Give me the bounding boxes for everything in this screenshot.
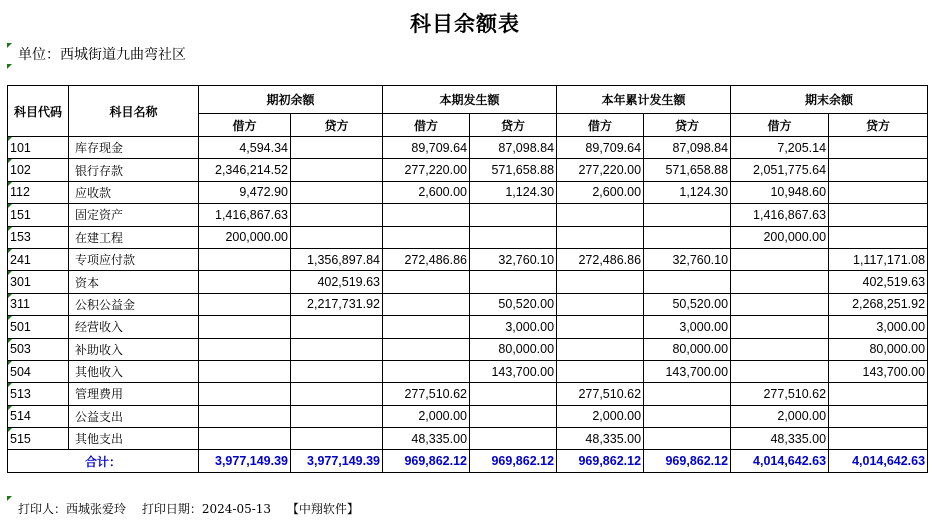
header-debit: 借方 [557, 114, 644, 137]
amount-cell: 89,709.64 [383, 137, 470, 159]
amount-cell [644, 271, 731, 293]
amount-cell [291, 405, 383, 427]
account-code: 311 [8, 293, 69, 315]
amount-cell [829, 405, 928, 427]
amount-cell: 89,709.64 [557, 137, 644, 159]
amount-cell: 48,335.00 [383, 428, 470, 450]
amount-cell [199, 338, 291, 360]
amount-cell [291, 383, 383, 405]
amount-cell [291, 428, 383, 450]
amount-cell: 10,948.60 [731, 181, 829, 203]
amount-cell [731, 360, 829, 382]
account-code: 151 [8, 204, 69, 226]
amount-cell: 1,124.30 [644, 181, 731, 203]
total-cell: 3,977,149.39 [199, 450, 291, 472]
amount-cell: 277,220.00 [557, 159, 644, 181]
amount-cell: 402,519.63 [291, 271, 383, 293]
table-row [8, 316, 928, 338]
total-label: 合计： [8, 450, 199, 472]
amount-cell: 2,600.00 [557, 181, 644, 203]
table-row [8, 226, 928, 248]
amount-cell [731, 338, 829, 360]
account-code: 504 [8, 360, 69, 382]
amount-cell: 272,486.86 [383, 248, 470, 270]
account-code: 112 [8, 181, 69, 203]
amount-cell: 200,000.00 [731, 226, 829, 248]
amount-cell: 2,000.00 [383, 405, 470, 427]
total-cell: 969,862.12 [557, 450, 644, 472]
amount-cell [829, 226, 928, 248]
amount-cell: 143,700.00 [829, 360, 928, 382]
amount-cell: 32,760.10 [644, 248, 731, 270]
account-code: 514 [8, 405, 69, 427]
amount-cell [383, 316, 470, 338]
account-name: 库存现金 [69, 137, 199, 159]
footer-print-date: 打印日期：2024-05-13 [141, 502, 272, 516]
amount-cell: 48,335.00 [557, 428, 644, 450]
table-row [8, 204, 928, 226]
amount-cell [829, 181, 928, 203]
account-code: 241 [8, 248, 69, 270]
amount-cell [383, 360, 470, 382]
table-body [8, 137, 928, 450]
amount-cell [291, 204, 383, 226]
amount-cell: 80,000.00 [470, 338, 557, 360]
amount-cell [199, 293, 291, 315]
amount-cell [199, 405, 291, 427]
total-cell: 3,977,149.39 [291, 450, 383, 472]
header-closing-balance: 期末余额 [731, 86, 928, 114]
amount-cell [644, 383, 731, 405]
account-code: 503 [8, 338, 69, 360]
amount-cell [383, 271, 470, 293]
amount-cell: 200,000.00 [199, 226, 291, 248]
amount-cell: 3,000.00 [829, 316, 928, 338]
amount-cell [383, 226, 470, 248]
account-name: 其他收入 [69, 360, 199, 382]
account-name: 资本 [69, 271, 199, 293]
amount-cell [644, 204, 731, 226]
account-name: 经营收入 [69, 316, 199, 338]
amount-cell: 7,205.14 [731, 137, 829, 159]
account-name: 应收款 [69, 181, 199, 203]
amount-cell: 2,000.00 [731, 405, 829, 427]
table-row [8, 428, 928, 450]
amount-cell: 277,510.62 [557, 383, 644, 405]
total-cell: 969,862.12 [383, 450, 470, 472]
amount-cell: 1,416,867.63 [731, 204, 829, 226]
amount-cell: 48,335.00 [731, 428, 829, 450]
header-debit: 借方 [383, 114, 470, 137]
report-title: 科目余额表 [410, 12, 520, 36]
amount-cell [470, 271, 557, 293]
amount-cell [829, 159, 928, 181]
table-row [8, 360, 928, 382]
amount-cell [557, 338, 644, 360]
amount-cell [829, 383, 928, 405]
amount-cell: 402,519.63 [829, 271, 928, 293]
header-credit: 贷方 [470, 114, 557, 137]
amount-cell: 80,000.00 [644, 338, 731, 360]
amount-cell: 4,594.34 [199, 137, 291, 159]
total-row [8, 450, 928, 472]
corner-marker [7, 43, 12, 48]
amount-cell [557, 360, 644, 382]
amount-cell [557, 316, 644, 338]
amount-cell [199, 271, 291, 293]
account-name: 公积公益金 [69, 293, 199, 315]
table-row [8, 383, 928, 405]
amount-cell [291, 226, 383, 248]
amount-cell [470, 428, 557, 450]
amount-cell: 571,658.88 [470, 159, 557, 181]
footer-brand: 【中翔软件】 [286, 502, 359, 516]
header-debit: 借方 [731, 114, 829, 137]
corner-marker [7, 496, 12, 501]
header-current-period: 本期发生额 [383, 86, 557, 114]
account-name: 在建工程 [69, 226, 199, 248]
amount-cell: 272,486.86 [557, 248, 644, 270]
account-code: 501 [8, 316, 69, 338]
amount-cell [829, 137, 928, 159]
account-code: 515 [8, 428, 69, 450]
amount-cell [470, 226, 557, 248]
amount-cell: 2,600.00 [383, 181, 470, 203]
table-row [8, 405, 928, 427]
total-cell: 4,014,642.63 [731, 450, 829, 472]
amount-cell: 143,700.00 [470, 360, 557, 382]
amount-cell [644, 405, 731, 427]
amount-cell [383, 204, 470, 226]
amount-cell [383, 338, 470, 360]
table-row [8, 248, 928, 270]
account-code: 102 [8, 159, 69, 181]
amount-cell: 277,510.62 [731, 383, 829, 405]
amount-cell: 9,472.90 [199, 181, 291, 203]
amount-cell [470, 405, 557, 427]
header-credit: 贷方 [644, 114, 731, 137]
amount-cell: 277,510.62 [383, 383, 470, 405]
amount-cell [291, 181, 383, 203]
amount-cell [199, 383, 291, 405]
header-name: 科目名称 [69, 86, 199, 137]
amount-cell [291, 159, 383, 181]
account-name: 其他支出 [69, 428, 199, 450]
account-name: 银行存款 [69, 159, 199, 181]
amount-cell: 2,346,214.52 [199, 159, 291, 181]
account-name: 专项应付款 [69, 248, 199, 270]
amount-cell: 2,000.00 [557, 405, 644, 427]
table-row [8, 338, 928, 360]
amount-cell [291, 360, 383, 382]
amount-cell [731, 316, 829, 338]
amount-cell [291, 137, 383, 159]
amount-cell: 32,760.10 [470, 248, 557, 270]
total-cell: 4,014,642.63 [829, 450, 928, 472]
amount-cell [470, 383, 557, 405]
amount-cell [199, 360, 291, 382]
header-debit: 借方 [199, 114, 291, 137]
amount-cell [829, 204, 928, 226]
footer-printer: 打印人：西城张爱玲 [18, 502, 127, 516]
amount-cell [199, 428, 291, 450]
amount-cell [557, 204, 644, 226]
account-code: 153 [8, 226, 69, 248]
amount-cell: 2,051,775.64 [731, 159, 829, 181]
amount-cell [731, 293, 829, 315]
amount-cell: 3,000.00 [470, 316, 557, 338]
amount-cell: 2,268,251.92 [829, 293, 928, 315]
balance-table [7, 85, 928, 473]
amount-cell: 571,658.88 [644, 159, 731, 181]
amount-cell [291, 316, 383, 338]
amount-cell [557, 293, 644, 315]
amount-cell: 1,124.30 [470, 181, 557, 203]
amount-cell [557, 226, 644, 248]
amount-cell [199, 316, 291, 338]
account-code: 513 [8, 383, 69, 405]
amount-cell [199, 248, 291, 270]
account-code: 301 [8, 271, 69, 293]
header-opening-balance: 期初余额 [199, 86, 383, 114]
unit-label: 单位：西城街道九曲弯社区 [18, 47, 186, 63]
amount-cell: 50,520.00 [644, 293, 731, 315]
header-credit: 贷方 [291, 114, 383, 137]
amount-cell: 87,098.84 [644, 137, 731, 159]
account-name: 管理费用 [69, 383, 199, 405]
account-code: 101 [8, 137, 69, 159]
amount-cell [829, 428, 928, 450]
account-name: 公益支出 [69, 405, 199, 427]
total-cell: 969,862.12 [470, 450, 557, 472]
amount-cell: 1,416,867.63 [199, 204, 291, 226]
account-name: 固定资产 [69, 204, 199, 226]
amount-cell [731, 248, 829, 270]
amount-cell: 3,000.00 [644, 316, 731, 338]
table-row [8, 271, 928, 293]
header-code: 科目代码 [8, 86, 69, 137]
footer [18, 500, 371, 517]
amount-cell [557, 271, 644, 293]
corner-marker [7, 64, 12, 69]
amount-cell [470, 204, 557, 226]
amount-cell [644, 226, 731, 248]
amount-cell: 1,356,897.84 [291, 248, 383, 270]
header-credit: 贷方 [829, 114, 928, 137]
amount-cell [383, 293, 470, 315]
account-name: 补助收入 [69, 338, 199, 360]
amount-cell [731, 271, 829, 293]
amount-cell: 277,220.00 [383, 159, 470, 181]
total-cell: 969,862.12 [644, 450, 731, 472]
amount-cell: 1,117,171.08 [829, 248, 928, 270]
amount-cell [291, 338, 383, 360]
table-row [8, 293, 928, 315]
amount-cell [644, 428, 731, 450]
amount-cell: 80,000.00 [829, 338, 928, 360]
table-row [8, 137, 928, 159]
table-row [8, 181, 928, 203]
table-row [8, 159, 928, 181]
amount-cell: 2,217,731.92 [291, 293, 383, 315]
amount-cell: 87,098.84 [470, 137, 557, 159]
amount-cell: 143,700.00 [644, 360, 731, 382]
header-year-to-date: 本年累计发生额 [557, 86, 731, 114]
amount-cell: 50,520.00 [470, 293, 557, 315]
